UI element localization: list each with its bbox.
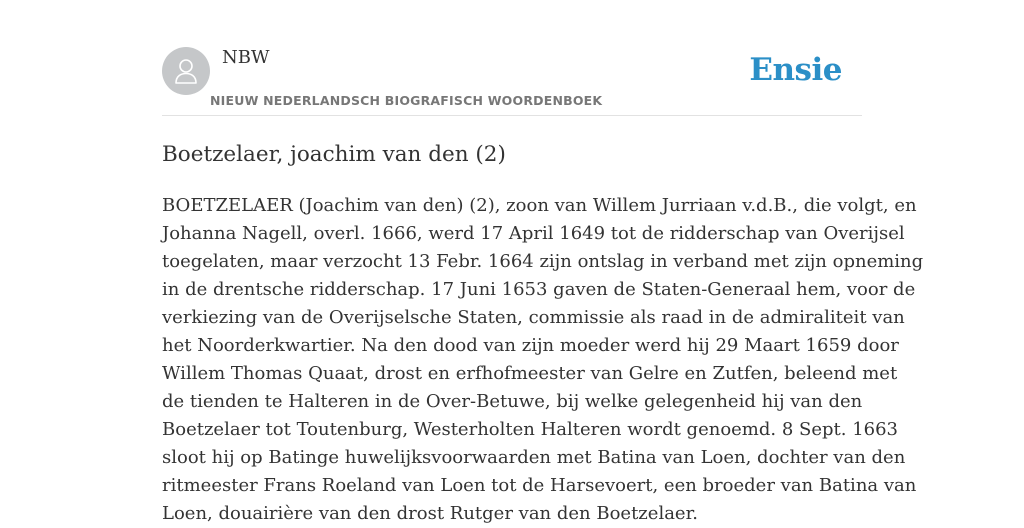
article-line: Johanna Nagell, overl. 1666, werd 17 April 1649 tot de ridderschap van Overijsel	[162, 223, 905, 244]
article-line: Boetzelaer tot Toutenburg, Westerholten Halteren wordt genoemd. 8 Sept. 1663	[162, 419, 899, 440]
brand-logo[interactable]: Ensie	[749, 52, 842, 88]
article-line: het Noorderkwartier. Na den dood van zijn moeder werd hij 29 Maart 1659 door	[162, 335, 899, 356]
article-body	[162, 192, 924, 528]
article-line: sloot hij op Batinge huwelijksvoorwaarden met Batina van Loen, dochter van den	[162, 447, 906, 468]
article-line: de tienden te Halteren in de Over-Betuwe, bij welke gelegenheid hij van den	[162, 391, 863, 412]
article-line: verkiezing van de Overijselsche Staten, commissie als raad in de admiraliteit van	[162, 307, 905, 328]
article-line: BOETZELAER (Joachim van den) (2), zoon van Willem Jurriaan v.d.B., die volgt, en	[162, 195, 917, 216]
article-line: ritmeester Frans Roeland van Loen tot de Harsevoert, een broeder van Batina van	[162, 475, 917, 496]
source-abbreviation[interactable]: NBW	[222, 47, 270, 68]
header-divider	[162, 115, 862, 116]
article-line: Loen, douairière van den drost Rutger van den Boetzelaer.	[162, 503, 698, 524]
article-line: toegelaten, maar verzocht 13 Febr. 1664 zijn ontslag in verband met zijn opneming	[162, 251, 924, 272]
page-title: Boetzelaer, joachim van den (2)	[162, 142, 506, 167]
user-icon	[173, 57, 199, 85]
avatar[interactable]	[162, 47, 210, 95]
source-full-name[interactable]: NIEUW NEDERLANDSCH BIOGRAFISCH WOORDENBOEK	[210, 93, 603, 108]
article-line: in de drentsche ridderschap. 17 Juni 1653 gaven de Staten-Generaal hem, voor de	[162, 279, 916, 300]
header	[162, 46, 862, 116]
article-line: Willem Thomas Quaat, drost en erfhofmeester van Gelre en Zutfen, beleend met	[162, 363, 898, 384]
